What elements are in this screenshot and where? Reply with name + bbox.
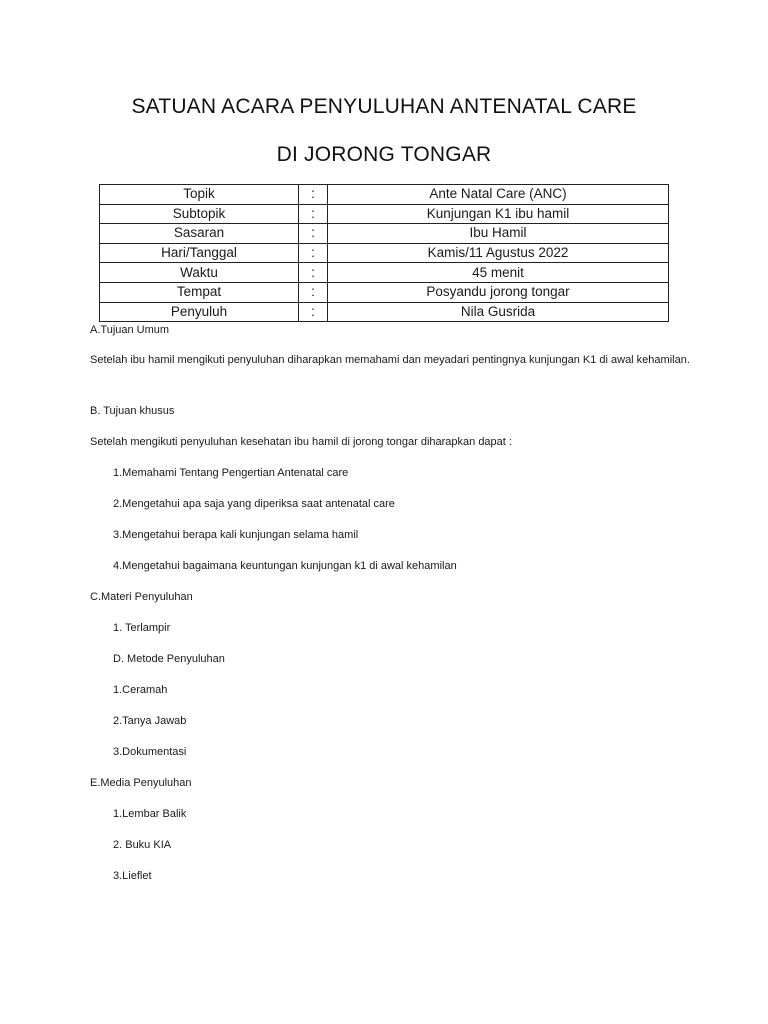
info-table xyxy=(99,184,669,322)
list-item: 1.Ceramah xyxy=(113,684,168,696)
section-c-heading: C.Materi Penyuluhan xyxy=(90,591,193,603)
row-label: Penyuluh xyxy=(100,302,299,322)
table-row xyxy=(100,263,669,283)
section-e-heading: E.Media Penyuluhan xyxy=(90,777,192,789)
row-separator: : xyxy=(299,302,328,322)
section-a-paragraph: Setelah ibu hamil mengikuti penyuluhan diharapkan memahami dan meyadari pentingnya kunjungan K1 di awal kehamilan. xyxy=(90,354,690,366)
list-item: 2. Buku KIA xyxy=(113,839,172,851)
row-value: Kamis/11 Agustus 2022 xyxy=(328,243,669,263)
table-row xyxy=(100,185,669,205)
section-a-heading: A.Tujuan Umum xyxy=(90,324,170,336)
row-value: Ante Natal Care (ANC) xyxy=(328,185,669,205)
table-row xyxy=(100,282,669,302)
row-label: Hari/Tanggal xyxy=(100,243,299,263)
table-row xyxy=(100,204,669,224)
list-item: 2.Tanya Jawab xyxy=(113,715,187,727)
row-value: 45 menit xyxy=(328,263,669,283)
list-item: 4.Mengetahui bagaimana keuntungan kunjungan k1 di awal kehamilan xyxy=(113,560,457,572)
row-label: Tempat xyxy=(100,282,299,302)
section-b-heading: B. Tujuan khusus xyxy=(90,405,175,417)
row-value: Nila Gusrida xyxy=(328,302,669,322)
row-value: Kunjungan K1 ibu hamil xyxy=(328,204,669,224)
list-item: 3.Lieflet xyxy=(113,870,152,882)
list-item: 1.Memahami Tentang Pengertian Antenatal care xyxy=(113,467,349,479)
row-separator: : xyxy=(299,224,328,244)
row-separator: : xyxy=(299,263,328,283)
list-item: 1.Lembar Balik xyxy=(113,808,187,820)
row-separator: : xyxy=(299,243,328,263)
document-subtitle: DI JORONG TONGAR xyxy=(276,143,492,166)
section-d-heading: D. Metode Penyuluhan xyxy=(113,653,225,665)
row-value: Ibu Hamil xyxy=(328,224,669,244)
row-label: Waktu xyxy=(100,263,299,283)
row-separator: : xyxy=(299,185,328,205)
row-separator: : xyxy=(299,204,328,224)
table-row xyxy=(100,243,669,263)
table-row xyxy=(100,302,669,322)
row-label: Topik xyxy=(100,185,299,205)
row-value: Posyandu jorong tongar xyxy=(328,282,669,302)
table-row xyxy=(100,224,669,244)
section-b-intro: Setelah mengikuti penyuluhan kesehatan ibu hamil di jorong tongar diharapkan dapat : xyxy=(90,436,512,448)
list-item: 3.Dokumentasi xyxy=(113,746,187,758)
row-label: Sasaran xyxy=(100,224,299,244)
list-item: 2.Mengetahui apa saja yang diperiksa saat antenatal care xyxy=(113,498,395,510)
list-item: 1. Terlampir xyxy=(113,622,171,634)
document-title: SATUAN ACARA PENYULUHAN ANTENATAL CARE xyxy=(131,95,637,118)
list-item: 3.Mengetahui berapa kali kunjungan selama hamil xyxy=(113,529,359,541)
row-label: Subtopik xyxy=(100,204,299,224)
row-separator: : xyxy=(299,282,328,302)
